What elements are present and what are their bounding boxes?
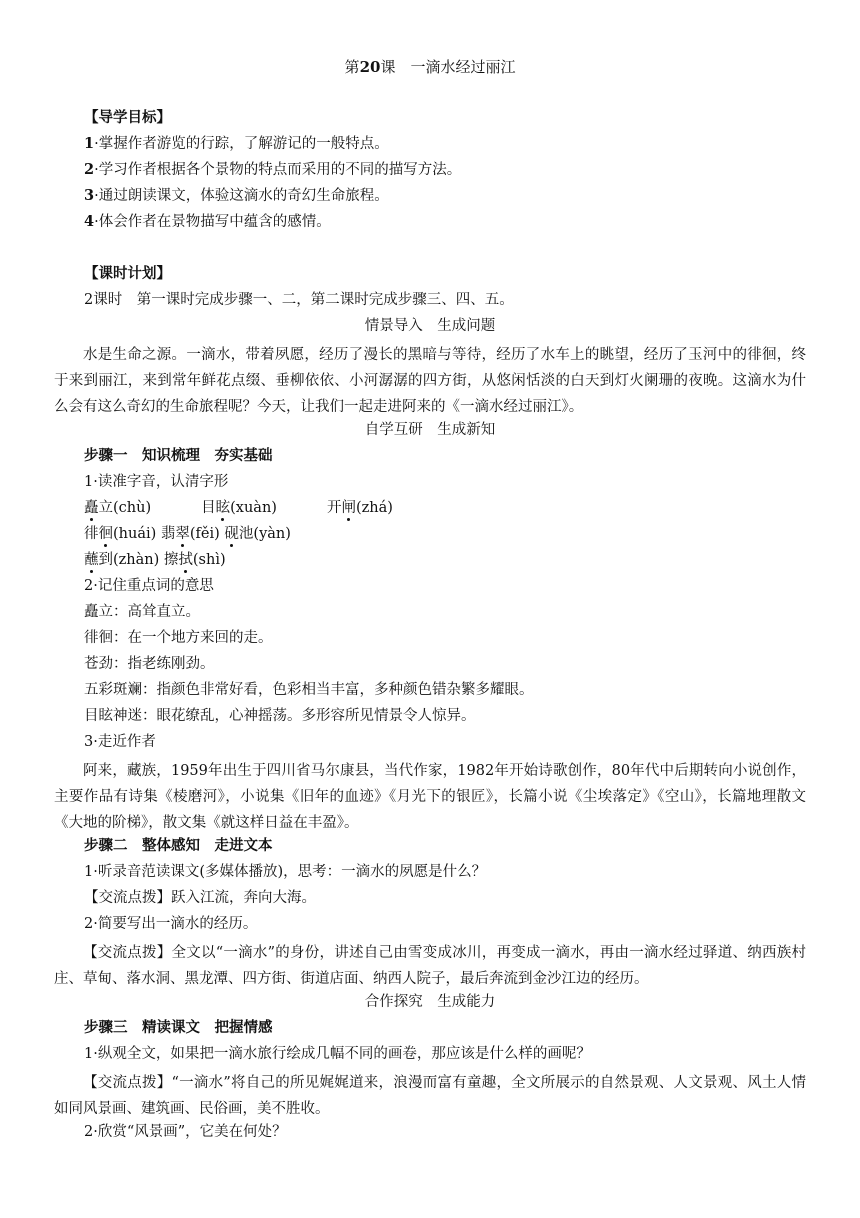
word-rest: 到(zhàn) bbox=[98, 552, 160, 568]
goal-item bbox=[84, 186, 389, 206]
goal-item bbox=[84, 160, 461, 180]
question: 1·读准字音，认清字形 bbox=[84, 474, 229, 490]
author-paragraph: 阿来，藏族，1959年出生于四川省马尔康县，当代作家，1982年开始诗歌创作，80年代中后期转向小说创作，主要作品有诗集《棱磨河》，小说集《旧年的血迹》《月光下的银匠》，长篇小说《尘埃落定》《空山》，长篇地理散文《大地的阶梯》，散文集《就这样日益在丰盈》。 bbox=[54, 763, 806, 831]
vocab-word bbox=[84, 526, 156, 542]
answer-paragraph: 【交流点拨】“一滴水”将自己的所见娓娓道来，浪漫而富有童趣，全文所展示的自然景观、人文景观、风土人情如同风景画、建筑画、民俗画，美不胜收。 bbox=[54, 1075, 806, 1117]
definition: 矗立：高耸直立。 bbox=[84, 604, 200, 620]
lesson-title bbox=[0, 57, 860, 77]
emphasis-char: 眩 bbox=[215, 500, 231, 516]
word-prefix: 徘 bbox=[84, 526, 99, 542]
goal-num: 3 bbox=[84, 187, 95, 204]
emphasis-char: 砚 bbox=[224, 526, 239, 542]
emphasis-char: 翠 bbox=[175, 526, 190, 542]
question: 1·听录音范读课文(多媒体播放)，思考：一滴水的夙愿是什么？ bbox=[84, 864, 487, 880]
goal-item bbox=[84, 134, 389, 154]
pinyin-row bbox=[84, 550, 226, 570]
emphasis-char: 徊 bbox=[98, 526, 113, 542]
word-rest: (zhá) bbox=[355, 500, 393, 516]
definition: 五彩斑斓：指颜色非常好看，色彩相当丰富，多种颜色错杂繁多耀眼。 bbox=[84, 682, 534, 698]
plan-text: 2课时 第一课时完成步骤一、二，第二课时完成步骤三、四、五。 bbox=[84, 292, 514, 308]
step-heading: 步骤一 知识梳理 夯实基础 bbox=[84, 447, 273, 464]
vocab-word bbox=[164, 552, 226, 568]
word-rest: 池(yàn) bbox=[238, 526, 291, 542]
vocab-word bbox=[224, 526, 291, 542]
word-rest: (xuàn) bbox=[230, 500, 277, 516]
goal-text: ·通过朗读课文，体验这滴水的奇幻生命旅程。 bbox=[94, 188, 389, 204]
emphasis-char: 蘸 bbox=[84, 552, 99, 568]
word-prefix: 翡 bbox=[160, 526, 176, 542]
pinyin-row bbox=[84, 498, 393, 518]
title-prefix: 第 bbox=[344, 58, 360, 76]
plan-heading: 【课时计划】 bbox=[84, 265, 171, 282]
question: 1·纵观全文，如果把一滴水旅行绘成几幅不同的画卷，那应该是什么样的画呢？ bbox=[84, 1046, 591, 1062]
definition: 徘徊：在一个地方来回的走。 bbox=[84, 630, 273, 646]
vocab-word bbox=[327, 500, 393, 516]
word-prefix: 擦 bbox=[163, 552, 179, 568]
word-rest: (fěi) bbox=[189, 526, 220, 542]
answer-paragraph: 【交流点拨】全文以“一滴水”的身份，讲述自己由雪变成冰川，再变成一滴水，再由一滴水经过驿道、纳西族村庄、草甸、落水洞、黑龙潭、四方街、街道店面、纳西人院子，最后奔流到金沙江边的经历。 bbox=[54, 945, 806, 987]
word-rest: (huái) bbox=[113, 526, 157, 542]
intro-paragraph: 水是生命之源。一滴水，带着夙愿，经历了漫长的黑暗与等待，经历了水车上的眺望，经历了玉河中的徘徊，终于来到丽江，来到常年鲜花点缀、垂柳依依、小河潺潺的四方街，从悠闲恬淡的白天到灯火阑珊的夜晚。这滴水为什么会有这么奇幻的生命旅程呢？今天，让我们一起走进阿来的《一滴水经过丽江》。 bbox=[54, 347, 806, 415]
question: 2·简要写出一滴水的经历。 bbox=[84, 916, 258, 932]
section-title: 合作探究 生成能力 bbox=[364, 994, 496, 1010]
question: 2·记住重点词的意思 bbox=[84, 578, 214, 594]
step-heading: 步骤三 精读课文 把握情感 bbox=[84, 1019, 273, 1036]
emphasis-char: 矗 bbox=[84, 500, 99, 516]
word-prefix: 开 bbox=[326, 500, 342, 516]
word-rest: 立(chù) bbox=[98, 500, 152, 516]
goal-num: 1 bbox=[84, 135, 95, 152]
goal-item bbox=[84, 212, 331, 232]
section-title: 情景导入 生成问题 bbox=[364, 318, 496, 334]
step-heading: 步骤二 整体感知 走进文本 bbox=[84, 837, 273, 854]
definition: 苍劲：指老练刚劲。 bbox=[84, 656, 215, 672]
vocab-word bbox=[161, 526, 220, 542]
question: 2·欣赏“风景画”，它美在何处？ bbox=[84, 1124, 287, 1140]
word-prefix: 目 bbox=[201, 500, 216, 516]
lesson-number: 20 bbox=[359, 58, 381, 76]
goal-text: ·掌握作者游览的行踪，了解游记的一般特点。 bbox=[94, 136, 389, 152]
question: 3·走近作者 bbox=[84, 734, 156, 750]
goal-num: 2 bbox=[84, 161, 95, 178]
answer: 【交流点拨】跃入江流，奔向大海。 bbox=[84, 890, 316, 906]
title-suffix: 课 一滴水经过丽江 bbox=[380, 58, 516, 76]
vocab-word bbox=[201, 500, 277, 516]
word-rest: (shì) bbox=[192, 552, 226, 568]
emphasis-char: 拭 bbox=[178, 552, 193, 568]
emphasis-char: 闸 bbox=[341, 500, 356, 516]
section-title: 自学互研 生成新知 bbox=[364, 422, 496, 438]
vocab-word bbox=[84, 500, 151, 516]
definition: 目眩神迷：眼花缭乱，心神摇荡。多形容所见情景令人惊异。 bbox=[84, 708, 476, 724]
goal-text: ·学习作者根据各个景物的特点而采用的不同的描写方法。 bbox=[94, 162, 462, 178]
vocab-word bbox=[84, 552, 159, 568]
goal-text: ·体会作者在景物描写中蕴含的感情。 bbox=[94, 214, 331, 230]
goals-heading: 【导学目标】 bbox=[84, 109, 171, 126]
goal-num: 4 bbox=[84, 213, 95, 230]
pinyin-row bbox=[84, 524, 291, 544]
